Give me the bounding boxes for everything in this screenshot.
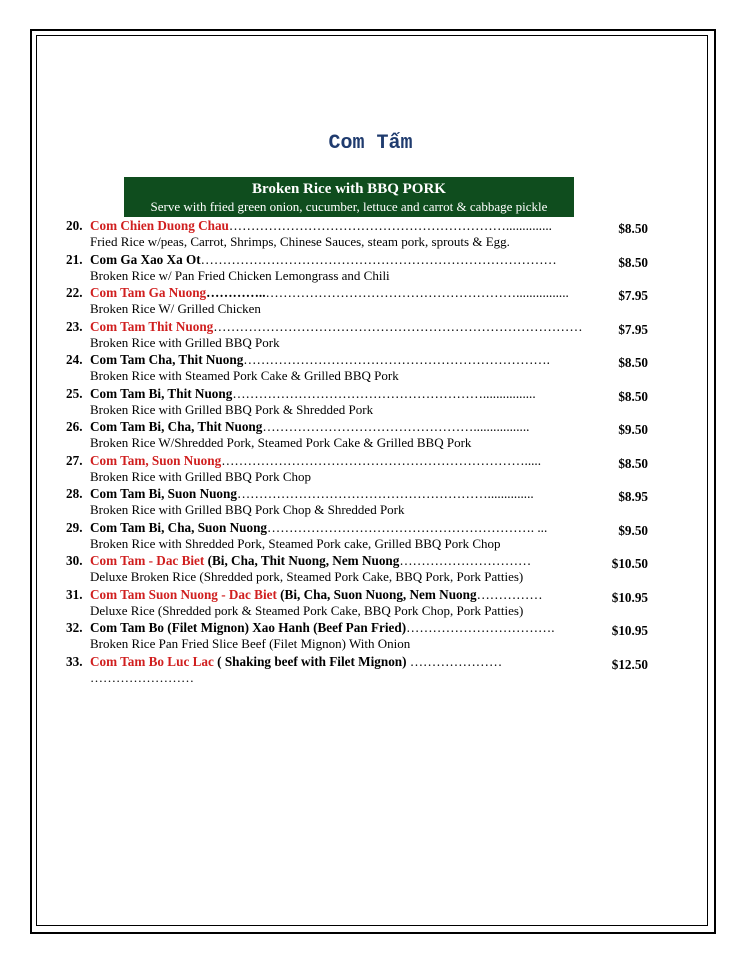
item-name xyxy=(90,284,616,301)
item-description: Deluxe Rice (Shredded pork & Steamed Pork Cake, BBQ Pork Chop, Pork Patties) xyxy=(90,602,524,618)
menu-item-row xyxy=(66,552,656,569)
menu-item-row xyxy=(66,452,656,469)
item-name-highlight: Com Tam Thit Nuong xyxy=(90,318,214,334)
item-number: 30. xyxy=(66,553,83,568)
item-name-text: Com Tam Bi, Cha, Thit Nuong xyxy=(90,419,263,434)
item-price: $7.95 xyxy=(618,288,648,303)
item-leader-dots: ……………………………………………………. ... xyxy=(267,519,548,535)
item-leader-dots: …………………………………………………................ xyxy=(232,385,536,401)
menu-item-row xyxy=(66,351,656,368)
item-name xyxy=(90,552,616,569)
menu-item-row xyxy=(66,318,656,335)
item-price: $10.95 xyxy=(611,589,648,605)
item-name xyxy=(90,485,616,502)
item-name-text: Com Tam Bi, Suon Nuong xyxy=(90,486,237,501)
page-title: Com Tấm xyxy=(328,132,413,155)
item-name xyxy=(90,418,616,435)
banner-subheading: Serve with fried green onion, cucumber, lettuce and carrot & cabbage pickle xyxy=(150,199,548,214)
item-price: $7.95 xyxy=(618,321,648,337)
item-price: $8.50 xyxy=(618,221,648,236)
item-name xyxy=(90,586,616,603)
item-leader-dots: ……………………………………………………………………… xyxy=(200,251,557,267)
item-number: 21. xyxy=(66,251,83,267)
item-price: $8.95 xyxy=(618,489,648,504)
menu-item-row xyxy=(66,653,656,670)
item-leader-dots: …………… xyxy=(476,586,543,602)
item-number: 20. xyxy=(66,218,83,233)
item-name xyxy=(90,251,616,268)
item-description: Broken Rice with Grilled BBQ Pork Chop & Shredded Pork xyxy=(90,502,405,517)
item-name-highlight: Com Tam Bo Luc Lac xyxy=(90,653,214,669)
menu-item-row xyxy=(66,385,656,402)
item-number: 27. xyxy=(66,452,83,468)
section-banner xyxy=(124,177,574,217)
item-price: $9.50 xyxy=(618,422,648,437)
item-leader-dots: ……………………………. xyxy=(406,620,555,635)
item-price: $10.95 xyxy=(611,623,648,638)
menu-item-row xyxy=(66,284,656,301)
item-description: Broken Rice with Grilled BBQ Pork Chop xyxy=(90,468,311,484)
item-name xyxy=(90,318,616,335)
item-leader-dots: …………………………………………………................ xyxy=(265,285,569,300)
item-price: $8.50 xyxy=(618,388,648,404)
menu-item-row xyxy=(66,485,656,502)
item-description: Deluxe Broken Rice (Shredded pork, Steamed Pork Cake, BBQ Pork, Pork Patties) xyxy=(90,569,524,584)
item-name-text: Com Tam Bi, Thit Nuong xyxy=(90,385,233,401)
item-description: Broken Rice with Grilled BBQ Pork & Shredded Pork xyxy=(90,401,374,417)
item-name-text: (Bi, Cha, Thit Nuong, Nem Nuong xyxy=(204,553,400,568)
item-name-text: Com Tam Bi, Cha, Suon Nuong xyxy=(90,519,267,535)
item-leader-dots: ………………………………………………………………………… xyxy=(213,318,583,334)
item-name xyxy=(90,452,616,469)
item-name xyxy=(90,653,616,670)
item-number: 29. xyxy=(66,519,83,535)
item-description: Broken Rice with Shredded Pork, Steamed Pork cake, Grilled BBQ Pork Chop xyxy=(90,535,501,551)
item-leader-dots: …………………………………………................. xyxy=(262,419,530,434)
banner-heading: Broken Rice with BBQ PORK xyxy=(252,181,446,197)
item-description: Broken Rice W/ Grilled Chicken xyxy=(90,301,261,316)
item-leader-dots: ……………………………………………………………. xyxy=(243,352,550,367)
item-price: $8.50 xyxy=(618,455,648,471)
menu-item-row xyxy=(66,251,656,268)
item-name xyxy=(90,385,616,402)
item-leader-dots: ……………………………………………………….............. xyxy=(228,218,552,233)
item-price: $10.50 xyxy=(611,556,648,571)
item-name-highlight: Com Chien Duong Chau xyxy=(90,218,229,233)
menu-item-row xyxy=(66,519,656,536)
item-leader-dots: ……………………………………………………………..... xyxy=(221,452,541,468)
item-number: 26. xyxy=(66,419,83,434)
item-price: $9.50 xyxy=(618,522,648,538)
item-name-text: ( Shaking beef with Filet Mignon) xyxy=(213,653,407,669)
item-price: $12.50 xyxy=(611,656,648,672)
item-description: Broken Rice W/Shredded Pork, Steamed Pork Cake & Grilled BBQ Pork xyxy=(90,435,472,450)
menu-item-row xyxy=(66,217,656,234)
item-name-highlight: Com Tam Ga Nuong xyxy=(90,285,207,300)
item-description: …………………… xyxy=(90,669,194,685)
item-description: Broken Rice with Grilled BBQ Pork xyxy=(90,334,280,350)
item-leader-dots: ………………………… xyxy=(399,553,532,568)
item-name-text: Com Ga Xao Xa Ot xyxy=(90,251,201,267)
menu-item-row xyxy=(66,586,656,603)
item-leader-dots: ………………… xyxy=(406,653,503,669)
item-name xyxy=(90,217,616,234)
item-name-text: Com Tam Bo (Filet Mignon) Xao Hanh (Beef Pan Fried) xyxy=(90,620,407,635)
item-name-highlight: Com Tam, Suon Nuong xyxy=(90,452,222,468)
item-number: 23. xyxy=(66,318,83,334)
item-description: Broken Rice Pan Fried Slice Beef (Filet Mignon) With Onion xyxy=(90,636,411,651)
item-number: 24. xyxy=(66,352,83,367)
photo-strip xyxy=(40,806,701,906)
menu-list xyxy=(66,217,656,686)
item-name-text: ………….. xyxy=(206,285,266,300)
item-number: 33. xyxy=(66,653,83,669)
item-number: 31. xyxy=(66,586,83,602)
item-name xyxy=(90,619,616,636)
item-description: Broken Rice with Steamed Pork Cake & Grilled BBQ Pork xyxy=(90,368,399,383)
item-description: Fried Rice w/peas, Carrot, Shrimps, Chinese Sauces, steam pork, sprouts & Egg. xyxy=(90,234,510,249)
item-leader-dots: ………………………………………………….............. xyxy=(236,486,534,501)
item-price: $8.50 xyxy=(618,254,648,270)
item-number: 28. xyxy=(66,486,83,501)
item-name-highlight: Com Tam Suon Nuong - Dac Biet xyxy=(90,586,277,602)
item-number: 25. xyxy=(66,385,83,401)
item-name xyxy=(90,351,616,368)
item-name xyxy=(90,519,616,536)
item-number: 32. xyxy=(66,620,83,635)
menu-item-row xyxy=(66,619,656,636)
item-description: Broken Rice w/ Pan Fried Chicken Lemongrass and Chili xyxy=(90,267,390,283)
menu-item-row xyxy=(66,418,656,435)
item-name-highlight: Com Tam - Dac Biet xyxy=(90,553,205,568)
item-name-text: (Bi, Cha, Suon Nuong, Nem Nuong xyxy=(276,586,477,602)
item-number: 22. xyxy=(66,285,83,300)
item-name-text: Com Tam Cha, Thit Nuong xyxy=(90,352,244,367)
item-price: $8.50 xyxy=(618,355,648,370)
